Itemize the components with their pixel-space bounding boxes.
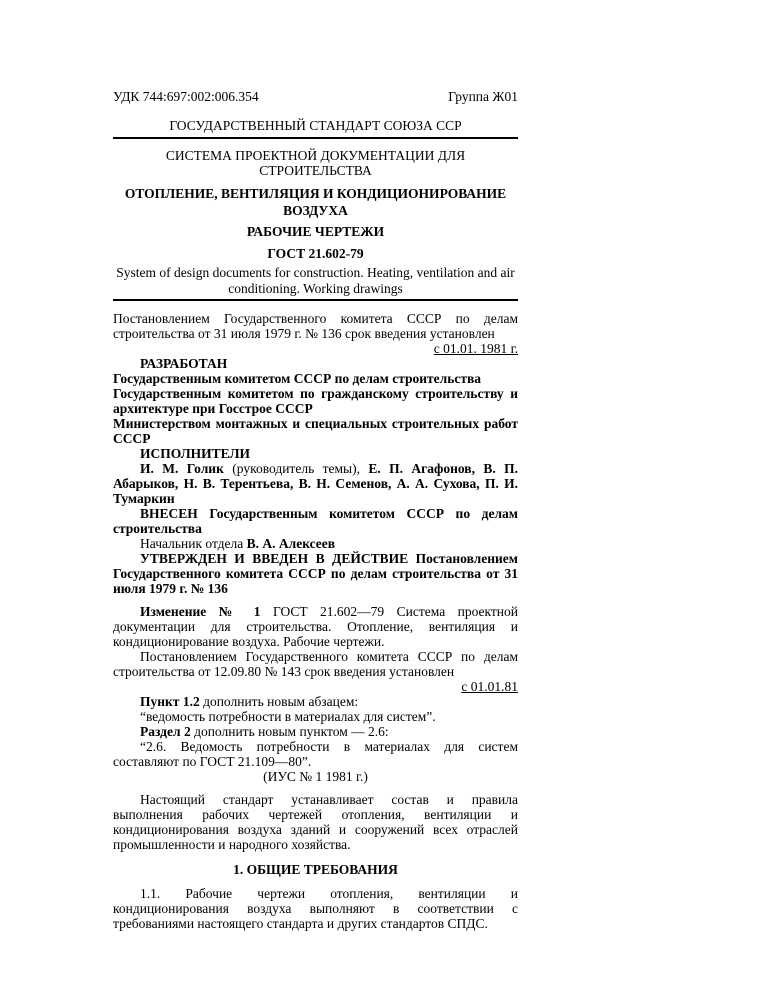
dept-head-line — [113, 536, 518, 551]
section-1-heading: 1. ОБЩИЕ ТРЕБОВАНИЯ — [233, 862, 398, 877]
amendment-label: Изменение № 1 — [140, 604, 261, 619]
content-column — [113, 89, 518, 931]
developed-item-3: Министерством монтажных и специальных строительных работ СССР — [113, 416, 518, 446]
submitted-paragraph: ВНЕСЕН Государственным комитетом СССР по делам строительства — [113, 506, 518, 536]
developed-item-2: Государственным комитетом по гражданскому строительству и архитектуре при Госстрое СССР — [113, 386, 518, 416]
ius-source: (ИУС № 1 1981 г.) — [263, 769, 368, 784]
amendment-item-2 — [113, 724, 518, 739]
enactment-date-text: с 01.01. 1981 г. — [433, 341, 518, 356]
amendment-paragraph — [113, 604, 518, 649]
dept-head-title: Начальник отдела — [140, 536, 247, 551]
executors-role: (руководитель темы), — [223, 461, 369, 476]
english-title-line2: conditioning. Working drawings — [228, 281, 403, 296]
enactment-paragraph: Постановлением Государственного комитета СССР по делам строительства от 31 июля 1979 г. № 136 срок введения установлен — [113, 311, 518, 341]
amendment-date — [113, 679, 518, 694]
group-code: Группа Ж01 — [448, 89, 518, 104]
amendment-item-1 — [113, 694, 518, 709]
executors-lead: И. М. Голик — [140, 461, 224, 476]
document-title — [113, 185, 518, 219]
executors-names: Е. П. Агафонов, В. П. Абарыков, Н. В. Терентьева, В. Н. Семенов, А. А. Сухова, П. И. Тумаркин — [113, 461, 518, 506]
amendment-text: ГОСТ 21.602—79 Система проектной документации для строительства. Отопление, вентиляция и кондиционирование воздуха. Рабочие чертежи. — [113, 604, 518, 649]
doc-type-line: РАБОЧИЕ ЧЕРТЕЖИ — [246, 224, 385, 239]
standard-org-line: ГОСУДАРСТВЕННЫЙ СТАНДАРТ СОЮЗА ССР — [113, 118, 518, 139]
document-title-line1: ОТОПЛЕНИЕ, ВЕНТИЛЯЦИЯ И КОНДИЦИОНИРОВАНИЕ — [124, 186, 507, 201]
amendment-item-1-text: дополнить новым абзацем: — [199, 694, 359, 709]
executors-paragraph — [113, 461, 518, 506]
system-line: СИСТЕМА ПРОЕКТНОЙ ДОКУМЕНТАЦИИ ДЛЯ СТРОИТЕЛЬСТВА — [165, 148, 466, 178]
amendment-item-2-label: Раздел 2 — [140, 724, 191, 739]
amendment-date-text: с 01.01.81 — [461, 679, 518, 694]
executors-label: ИСПОЛНИТЕЛИ — [140, 446, 251, 461]
approved-paragraph: УТВЕРЖДЕН И ВВЕДЕН В ДЕЙСТВИЕ Постановлением Государственного комитета СССР по делам строительства от 31 июля 1979 г. № 136 — [113, 551, 518, 596]
amendment-quote-2: “2.6. Ведомость потребности в материалах для систем составляют по ГОСТ 21.109—80”. — [113, 739, 518, 769]
enactment-date — [113, 341, 518, 356]
developed-label: РАЗРАБОТАН — [140, 356, 228, 371]
amendment-quote-1: “ведомость потребности в материалах для систем”. — [140, 709, 436, 724]
meta-row — [113, 89, 518, 104]
document-title-line2: ВОЗДУХА — [283, 203, 348, 218]
english-title-line1: System of design documents for construction. Heating, ventilation and air — [116, 265, 515, 280]
scope-paragraph: Настоящий стандарт устанавливает состав и правила выполнения рабочих чертежей отопления, вентиляции и кондиционирования воздуха зданий и сооружений всех отраслей промышленности и народного хозяйства. — [113, 792, 518, 852]
udk-number: УДК 744:697:002:006.354 — [113, 89, 259, 104]
amendment-item-2-text: дополнить новым пунктом — 2.6: — [190, 724, 389, 739]
english-title — [113, 265, 518, 301]
gost-number: ГОСТ 21.602-79 — [267, 246, 364, 261]
developed-item-1: Государственным комитетом СССР по делам строительства — [113, 371, 482, 386]
amendment-item-1-label: Пункт 1.2 — [140, 694, 200, 709]
clause-1-1: 1.1. Рабочие чертежи отопления, вентиляции и кондиционирования воздуха выполняют в соответствии с требованиями настоящего стандарта и других стандартов СПДС. — [113, 886, 518, 931]
dept-head-name: В. А. Алексеев — [246, 536, 336, 551]
amendment-decree: Постановлением Государственного комитета СССР по делам строительства от 12.09.80 № 143 срок введения установлен — [113, 649, 518, 679]
